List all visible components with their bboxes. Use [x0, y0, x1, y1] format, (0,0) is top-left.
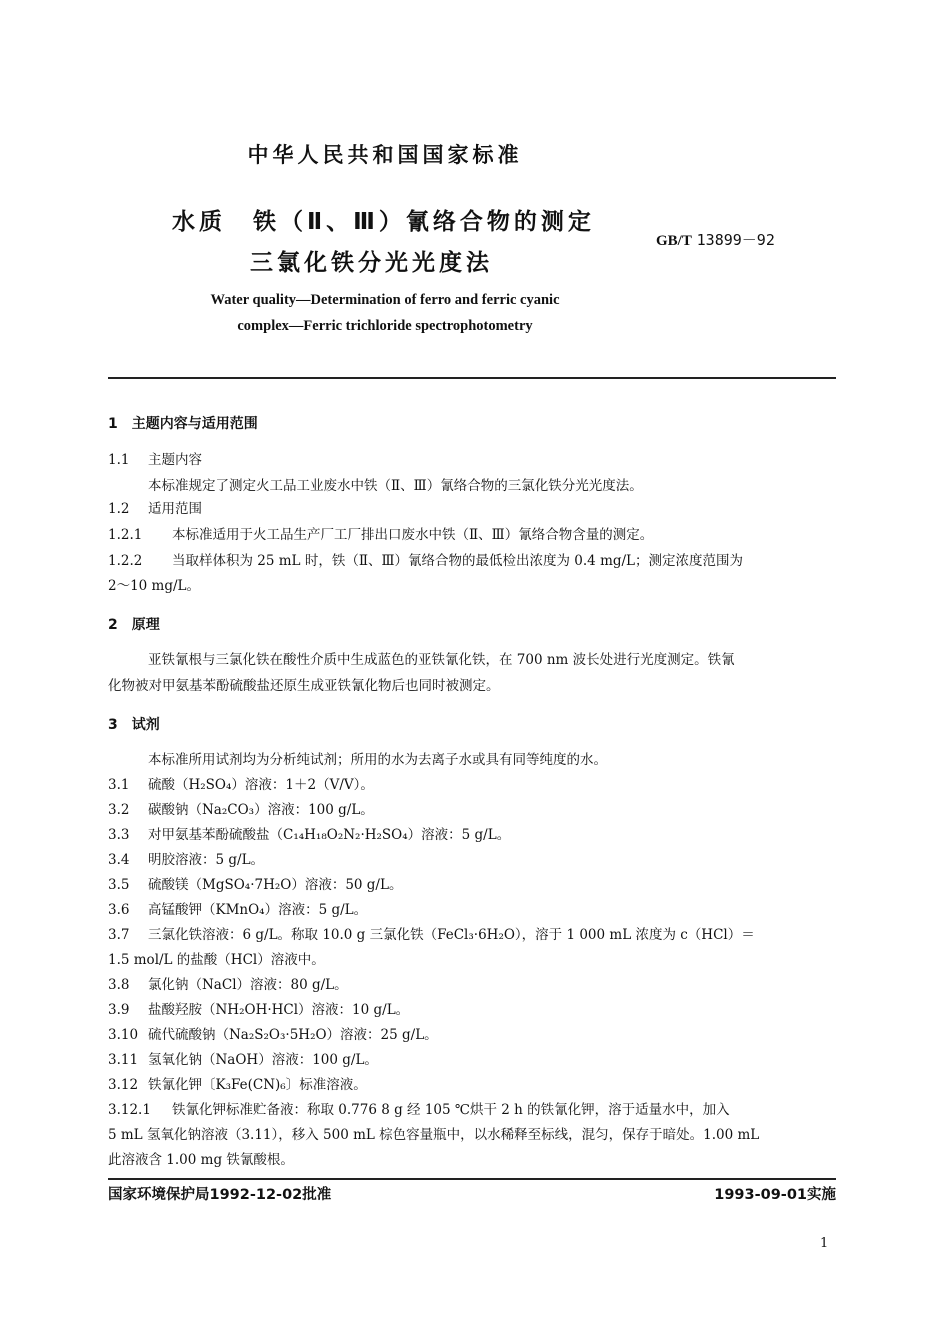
clause-text: 氢氧化钠（NaOH）溶液：100 g/L。 — [148, 1052, 378, 1068]
clause-text: 铁氰化钾〔K₃Fe(CN)₆〕标准溶液。 — [148, 1077, 367, 1093]
reagent-3-12 — [108, 1076, 367, 1094]
clause-1-2-1 — [108, 526, 653, 544]
reagent-3-12-1-cont-1: 5 mL 氢氧化钠溶液（3.11），移入 500 mL 棕色容量瓶中，以水稀释至标线，混匀，保存于暗处。1.00 mL — [108, 1127, 760, 1143]
clause-text: 适用范围 — [148, 501, 202, 517]
clause-number: 3.12 — [108, 1077, 139, 1093]
clause-number: 3.7 — [108, 927, 130, 943]
clause-number: 3.8 — [108, 977, 130, 993]
clause-number: 1.1 — [108, 452, 130, 468]
reagent-3-8 — [108, 976, 348, 994]
clause-number: 3.1 — [108, 777, 130, 793]
issuing-authority: 中华人民共和国国家标准 — [247, 143, 523, 167]
section-2-heading: 2 原理 — [108, 617, 160, 633]
reagent-3-2 — [108, 801, 374, 819]
clause-number: 3.12.1 — [108, 1102, 151, 1118]
reagent-3-7-cont: 1.5 mol/L 的盐酸（HCl）溶液中。 — [108, 952, 325, 968]
clause-text: 硫酸镁（MgSO₄·7H₂O）溶液：50 g/L。 — [148, 877, 403, 893]
footer-divider — [108, 1178, 836, 1180]
reagent-3-6 — [108, 901, 367, 919]
clause-text: 主题内容 — [148, 452, 202, 468]
standard-number — [656, 229, 775, 250]
clause-number: 3.6 — [108, 902, 130, 918]
clause-text: 碳酸钠（Na₂CO₃）溶液：100 g/L。 — [148, 802, 374, 818]
clause-number: 1.2 — [108, 501, 130, 517]
clause-number: 3.4 — [108, 852, 130, 868]
clause-text: 硫代硫酸钠（Na₂S₂O₃·5H₂O）溶液：25 g/L。 — [148, 1027, 438, 1043]
clause-number: 3.10 — [108, 1027, 139, 1043]
clause-text: 氯化钠（NaCl）溶液：80 g/L。 — [148, 977, 348, 993]
title-line-1: 水质 铁（Ⅱ、Ⅲ）氰络合物的测定 — [172, 209, 595, 235]
standard-code-number: 13899－92 — [696, 231, 775, 249]
reagent-3-11 — [108, 1051, 378, 1069]
reagent-3-12-1 — [108, 1101, 730, 1119]
implementation-date: 1993-09-01实施 — [714, 1187, 836, 1203]
clause-1-2-2 — [108, 552, 743, 570]
clause-1-2-2-cont: 2～10 mg/L。 — [108, 578, 201, 594]
english-title-line-2: complex—Ferric trichloride spectrophotometry — [237, 318, 533, 334]
reagent-3-10 — [108, 1026, 438, 1044]
clause-text: 铁氰化钾标准贮备液：称取 0.776 8 g 经 105 ℃烘干 2 h 的铁氰化钾，溶于适量水中，加入 — [172, 1102, 730, 1118]
clause-text: 本标准适用于火工品生产厂工厂排出口废水中铁（Ⅱ、Ⅲ）氰络合物含量的测定。 — [172, 527, 654, 543]
section-3-heading: 3 试剂 — [108, 717, 160, 733]
principle-line-1: 亚铁氰根与三氯化铁在酸性介质中生成蓝色的亚铁氰化铁，在 700 nm 波长处进行光度测定。铁氰 — [148, 652, 735, 668]
clause-number: 3.5 — [108, 877, 130, 893]
clause-number: 1.2.2 — [108, 553, 143, 569]
clause-1-1-body: 本标准规定了测定火工品工业废水中铁（Ⅱ、Ⅲ）氰络合物的三氯化铁分光光度法。 — [148, 478, 643, 494]
clause-number: 3.2 — [108, 802, 130, 818]
clause-text: 三氯化铁溶液：6 g/L。称取 10.0 g 三氯化铁（FeCl₃·6H₂O），溶于 1 000 mL 浓度为 c（HCl）＝ — [148, 927, 755, 943]
reagent-3-4 — [108, 851, 264, 869]
reagent-3-5 — [108, 876, 402, 894]
clause-text: 硫酸（H₂SO₄）溶液：1＋2（V/V）。 — [148, 777, 374, 793]
clause-text: 盐酸羟胺（NH₂OH·HCl）溶液：10 g/L。 — [148, 1002, 410, 1018]
standard-code: GB/T — [656, 233, 692, 249]
section-1-heading: 1 主题内容与适用范围 — [108, 416, 258, 432]
clause-text: 高锰酸钾（KMnO₄）溶液：5 g/L。 — [148, 902, 368, 918]
clause-text: 明胶溶液：5 g/L。 — [148, 852, 265, 868]
clause-number: 3.3 — [108, 827, 130, 843]
clause-text: 当取样体积为 25 mL 时，铁（Ⅱ、Ⅲ）氰络合物的最低检出浓度为 0.4 mg/L；测定浓度范围为 — [172, 553, 744, 569]
reagent-3-9 — [108, 1001, 409, 1019]
reagent-3-7 — [108, 926, 755, 944]
page-number: 1 — [820, 1236, 829, 1251]
principle-line-2: 化物被对甲氨基苯酚硫酸盐还原生成亚铁氰化物后也同时被测定。 — [108, 678, 500, 694]
reagent-3-1 — [108, 776, 374, 794]
clause-number: 3.9 — [108, 1002, 130, 1018]
reagent-3-12-1-cont-2: 此溶液含 1.00 mg 铁氰酸根。 — [108, 1152, 294, 1168]
reagent-intro: 本标准所用试剂均为分析纯试剂；所用的水为去离子水或具有同等纯度的水。 — [148, 752, 607, 768]
approval-note: 国家环境保护局1992-12-02批准 — [108, 1187, 332, 1203]
reagent-3-3 — [108, 826, 510, 844]
english-title-line-1: Water quality—Determination of ferro and ferric cyanic — [210, 292, 560, 308]
clause-1-1 — [108, 451, 202, 469]
clause-text: 对甲氨基苯酚硫酸盐（C₁₄H₁₈O₂N₂·H₂SO₄）溶液：5 g/L。 — [148, 827, 511, 843]
title-line-2: 三氯化铁分光光度法 — [250, 250, 493, 276]
clause-number: 1.2.1 — [108, 527, 143, 543]
header-divider — [108, 377, 836, 379]
clause-number: 3.11 — [108, 1052, 139, 1068]
clause-1-2 — [108, 500, 202, 518]
